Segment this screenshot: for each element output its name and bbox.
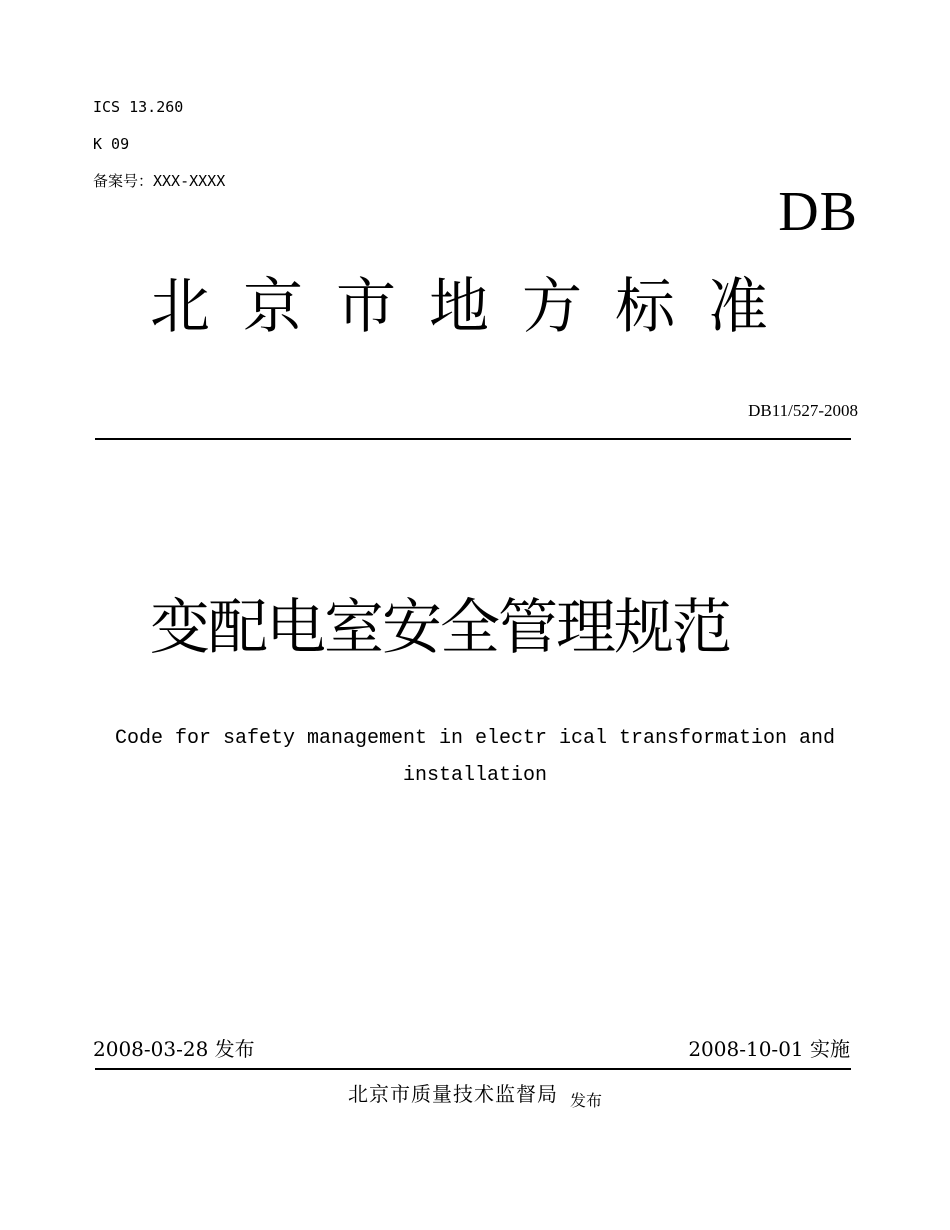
implementation-date: 2008-10-01 实施: [688, 1037, 850, 1061]
issue-date: 2008-03-28 发布: [93, 1037, 255, 1061]
document-title: 变配电室安全管理规范: [150, 593, 730, 663]
issuer-suffix: 发布: [569, 1091, 602, 1110]
standard-number: DB11/527-2008: [748, 401, 858, 420]
category-code: K 09: [93, 135, 130, 153]
document-title-english: Code for safety management in electr ical transformation and installation: [114, 727, 836, 787]
record-number: 备案号：XXX-XXXX: [93, 172, 226, 190]
bottom-divider: [95, 1068, 851, 1070]
standard-title: 北京市地方标准: [150, 272, 801, 342]
top-divider: [95, 438, 851, 440]
db-mark: DB: [778, 181, 858, 243]
issuer-name: 北京市质量技术监督局: [347, 1082, 558, 1106]
ics-code: ICS 13.260: [93, 98, 184, 116]
issuer-line: [0, 1080, 950, 1108]
